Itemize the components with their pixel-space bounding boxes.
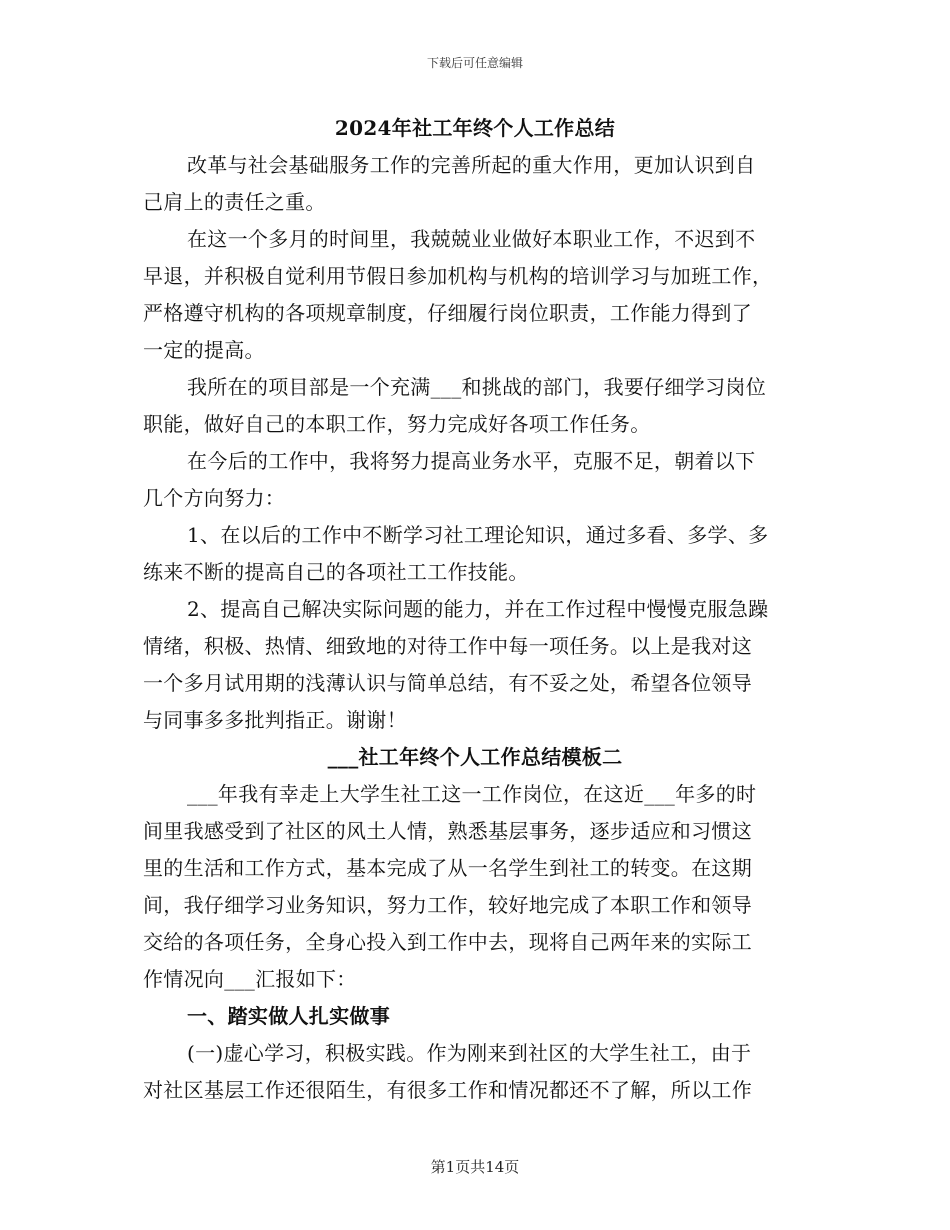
paragraph-line: 几个方向努力： [143,486,286,510]
paragraph-line: 职能，做好自己的本职工作，努力完成好各项工作任务。 [143,412,651,436]
list-item-line: 2、提高自己解决实际问题的能力，并在工作过程中慢慢克服急躁 [187,597,769,621]
list-item-line: 一个多月试用期的浅薄认识与简单总结，有不妥之处，希望各位领导 [143,671,752,695]
paragraph-line: 在今后的工作中，我将努力提高业务水平，克服不足，朝着以下 [187,449,756,473]
paragraph-line: 一定的提高。 [143,338,265,362]
paragraph-line: ___年我有幸走上大学生社工这一工作岗位，在这近___年多的时 [187,782,757,806]
paragraph-line: 交给的各项任务，全身心投入到工作中去，现将自己两年来的实际工 [143,930,752,954]
page-number: 第1页共14页 [430,1158,520,1176]
paragraph-line: 里的生活和工作方式，基本完成了从一名学生到社工的转变。在这期 [143,856,752,880]
section-heading: 一、踏实做人扎实做事 [187,1004,390,1028]
paragraph-line: 严格遵守机构的各项规章制度，仔细履行岗位职责，工作能力得到了 [143,301,752,325]
page-header-note: 下载后可任意编辑 [426,56,523,70]
paragraph-line: 改革与社会基础服务工作的完善所起的重大作用，更加认识到自 [187,153,756,177]
paragraph-line: 早退，并积极自觉利用节假日参加机构与机构的培训学习与加班工作， [143,264,773,288]
document-title: 2024年社工年终个人工作总结 [334,116,616,140]
document-subtitle: ___社工年终个人工作总结模板二 [327,745,623,769]
paragraph-line: 作情况向___汇报如下： [143,967,357,991]
paragraph-line: 对社区基层工作还很陌生，有很多工作和情况都还不了解，所以工作 [143,1078,752,1102]
paragraph-line: 间，我仔细学习业务知识，努力工作，较好地完成了本职工作和领导 [143,893,752,917]
paragraph-line: (一)虚心学习，积极实践。作为刚来到社区的大学生社工，由于 [187,1041,752,1065]
document-body [143,110,807,1109]
paragraph-line: 己肩上的责任之重。 [143,190,326,214]
list-item-line: 1、在以后的工作中不断学习社工理论知识，通过多看、多学、多 [187,523,769,547]
list-item-line: 练来不断的提高自己的各项社工工作技能。 [143,560,529,584]
paragraph-line: 在这一个多月的时间里，我兢兢业业做好本职业工作，不迟到不 [187,227,756,251]
list-item-line: 与同事多多批判指正。谢谢！ [143,708,407,732]
paragraph-line: 间里我感受到了社区的风土人情，熟悉基层事务，逐步适应和习惯这 [143,819,752,843]
list-item-line: 情绪，积极、热情、细致地的对待工作中每一项任务。以上是我对这 [143,634,752,658]
paragraph-line: 我所在的项目部是一个充满___和挑战的部门，我要仔细学习岗位 [187,375,766,399]
